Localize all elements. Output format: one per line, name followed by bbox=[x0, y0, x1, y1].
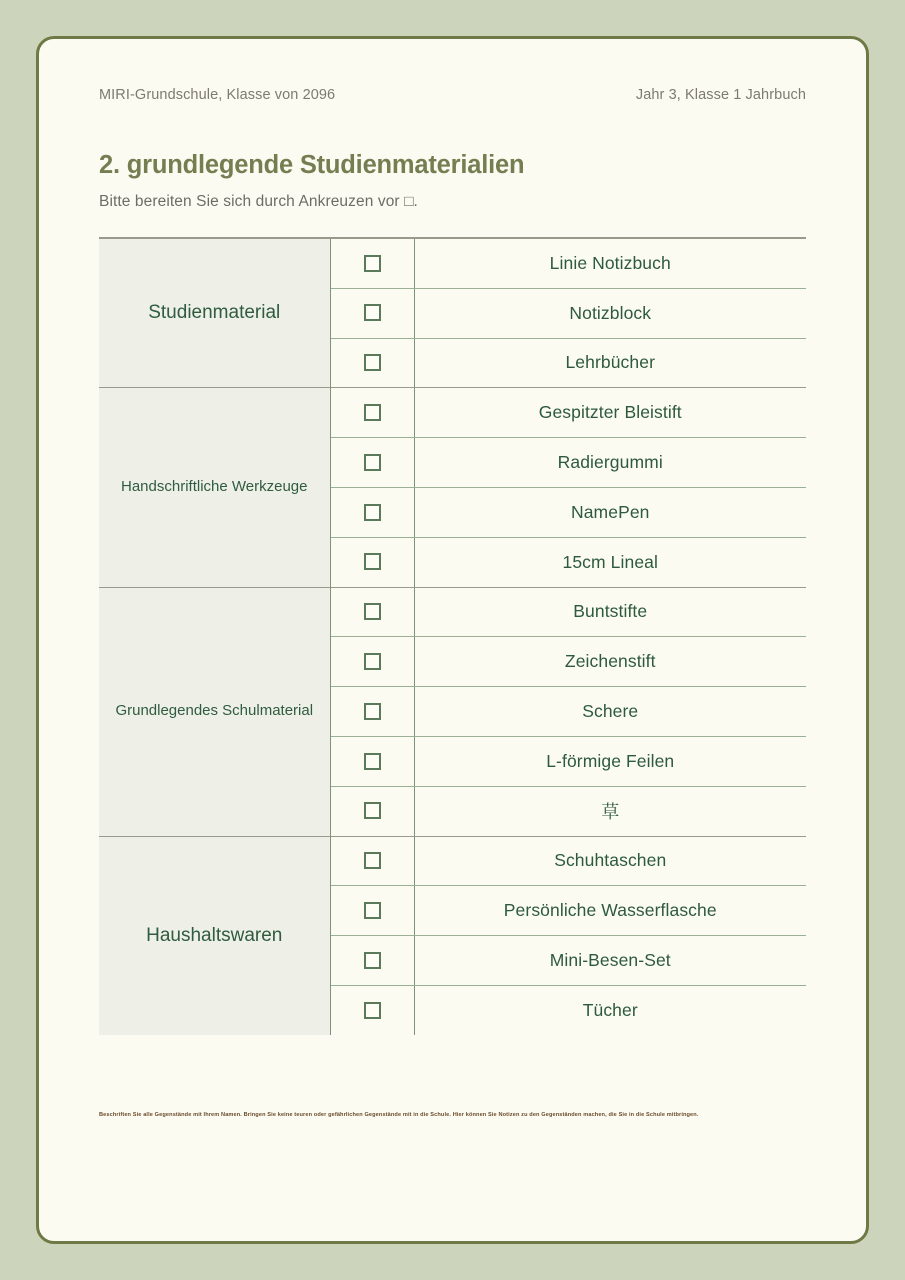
category-cell bbox=[99, 587, 330, 836]
checkbox-cell[interactable] bbox=[330, 886, 414, 936]
item-label: L-förmige Feilen bbox=[414, 736, 806, 786]
category-label: Haushaltswaren bbox=[146, 924, 283, 946]
checkbox-cell[interactable] bbox=[330, 238, 414, 288]
worksheet-page bbox=[36, 36, 869, 1244]
table-row bbox=[99, 836, 806, 886]
item-label: Tücher bbox=[414, 985, 806, 1034]
checkbox-icon[interactable] bbox=[364, 852, 381, 869]
item-label: Lehrbücher bbox=[414, 338, 806, 388]
item-label: Zeichenstift bbox=[414, 637, 806, 687]
checkbox-cell[interactable] bbox=[330, 687, 414, 737]
item-label: NamePen bbox=[414, 487, 806, 537]
category-label: Handschriftliche Werkzeuge bbox=[121, 478, 308, 496]
checkbox-icon[interactable] bbox=[364, 404, 381, 421]
table-row bbox=[99, 587, 806, 637]
category-cell bbox=[99, 238, 330, 388]
supplies-checklist-table bbox=[99, 237, 806, 1035]
item-label: 草 bbox=[414, 786, 806, 836]
checkbox-cell[interactable] bbox=[330, 985, 414, 1034]
checkbox-icon[interactable] bbox=[364, 753, 381, 770]
item-label: Schuhtaschen bbox=[414, 836, 806, 886]
checkbox-icon[interactable] bbox=[364, 802, 381, 819]
category-label: Studienmaterial bbox=[148, 302, 281, 324]
checkbox-cell[interactable] bbox=[330, 487, 414, 537]
running-header-school: MIRI-Grundschule, Klasse von 2096 bbox=[99, 87, 336, 103]
item-label: Radiergummi bbox=[414, 438, 806, 488]
item-label: Gespitzter Bleistift bbox=[414, 388, 806, 438]
table-row bbox=[99, 388, 806, 438]
checkbox-icon[interactable] bbox=[364, 1002, 381, 1019]
checkbox-cell[interactable] bbox=[330, 587, 414, 637]
category-cell bbox=[99, 836, 330, 1035]
item-label: Persönliche Wasserflasche bbox=[414, 886, 806, 936]
page-title: 2. grundlegende Studienmaterialien bbox=[99, 151, 525, 179]
checkbox-cell[interactable] bbox=[330, 338, 414, 388]
item-label: Schere bbox=[414, 687, 806, 737]
checkbox-icon[interactable] bbox=[364, 255, 381, 272]
checkbox-icon[interactable] bbox=[364, 653, 381, 670]
item-label: Mini-Besen-Set bbox=[414, 936, 806, 986]
category-label: Grundlegendes Schulmaterial bbox=[115, 702, 314, 720]
checkbox-icon[interactable] bbox=[364, 703, 381, 720]
checkbox-cell[interactable] bbox=[330, 388, 414, 438]
checkbox-cell[interactable] bbox=[330, 537, 414, 587]
footnote: Beschriften Sie alle Gegenstände mit Ihrem Namen. Bringen Sie keine teuren oder gefährlichen Gegenstände mit in die Schule. Hier können Sie Notizen zu den Gegenständen machen, die Sie in die Schule mitbringen. bbox=[99, 1112, 699, 1118]
checkbox-icon[interactable] bbox=[364, 902, 381, 919]
checkbox-icon[interactable] bbox=[364, 603, 381, 620]
item-label: Linie Notizbuch bbox=[414, 238, 806, 288]
checkbox-cell[interactable] bbox=[330, 637, 414, 687]
checkbox-icon[interactable] bbox=[364, 553, 381, 570]
item-label: Buntstifte bbox=[414, 587, 806, 637]
item-label: 15cm Lineal bbox=[414, 537, 806, 587]
running-header bbox=[99, 39, 806, 103]
checkbox-cell[interactable] bbox=[330, 786, 414, 836]
page-subtitle: Bitte bereiten Sie sich durch Ankreuzen vor □. bbox=[99, 193, 418, 210]
item-label: Notizblock bbox=[414, 288, 806, 338]
category-cell bbox=[99, 388, 330, 587]
checkbox-cell[interactable] bbox=[330, 936, 414, 986]
checkbox-icon[interactable] bbox=[364, 454, 381, 471]
checkbox-cell[interactable] bbox=[330, 288, 414, 338]
checkbox-cell[interactable] bbox=[330, 736, 414, 786]
checkbox-icon[interactable] bbox=[364, 504, 381, 521]
checkbox-icon[interactable] bbox=[364, 952, 381, 969]
running-header-edition: Jahr 3, Klasse 1 Jahrbuch bbox=[635, 87, 806, 103]
checkbox-icon[interactable] bbox=[364, 354, 381, 371]
table-row bbox=[99, 238, 806, 288]
checkbox-cell[interactable] bbox=[330, 836, 414, 886]
checkbox-icon[interactable] bbox=[364, 304, 381, 321]
checkbox-cell[interactable] bbox=[330, 438, 414, 488]
